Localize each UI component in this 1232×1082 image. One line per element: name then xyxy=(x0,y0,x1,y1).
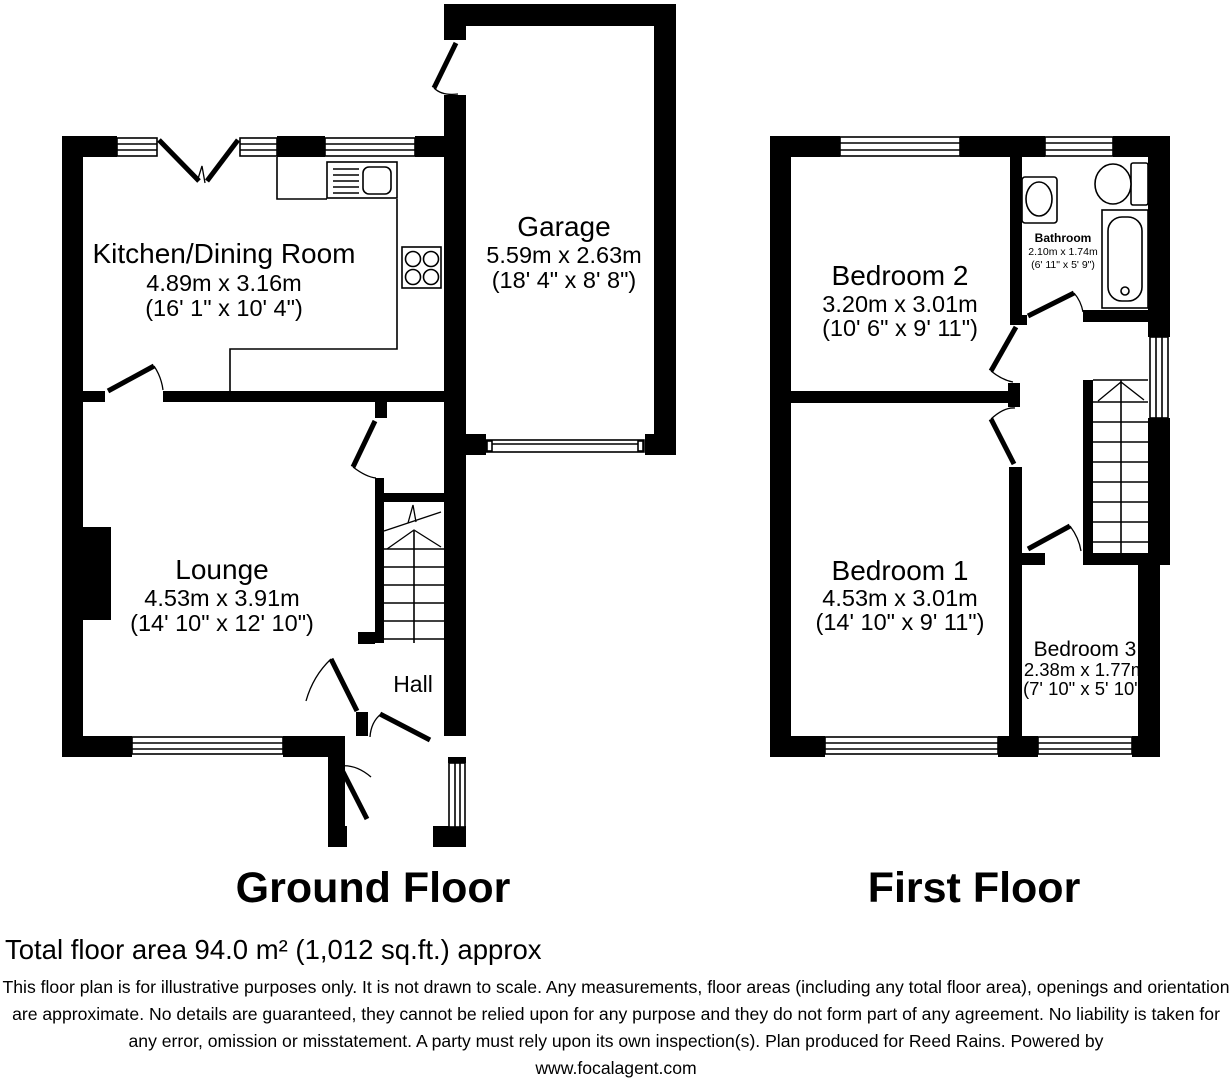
ground-floor-plan xyxy=(62,4,676,847)
lounge-hall-door xyxy=(306,659,357,711)
porch-window xyxy=(449,763,465,827)
kitchen-window-left xyxy=(117,138,157,156)
bedroom1-metric: 4.53m x 3.01m xyxy=(822,585,978,611)
hall-label: Hall xyxy=(393,671,433,697)
front-door xyxy=(370,714,430,740)
stair-break-line xyxy=(384,512,441,531)
lounge-label: Lounge xyxy=(175,554,269,585)
first-floor-plan xyxy=(770,136,1170,757)
bedroom3-label: Bedroom 3 xyxy=(1033,638,1137,661)
garage-door xyxy=(486,440,644,452)
bedroom3-door xyxy=(1028,526,1081,551)
kitchen-window-mid xyxy=(240,138,277,156)
garage-imperial: (18' 4" x 8' 8") xyxy=(491,267,637,293)
hob xyxy=(402,247,441,288)
counter-edge xyxy=(277,157,327,199)
bedroom1-imperial: (14' 10" x 9' 11") xyxy=(815,609,985,635)
bathroom-imperial: (6' 11" x 5' 9") xyxy=(1031,259,1095,271)
garage-label: Garage xyxy=(517,211,611,242)
landing-window xyxy=(1150,337,1168,418)
ground-floor-stairs xyxy=(384,505,444,643)
bedroom2-door xyxy=(991,327,1016,382)
bedroom3-imperial: (7' 10" x 5' 10") xyxy=(1022,678,1148,699)
bedroom3-metric: 2.38m x 1.77m xyxy=(1023,659,1147,680)
bedroom1-window xyxy=(825,737,998,754)
first-floor-title: First Floor xyxy=(867,864,1081,912)
first-floor-doors xyxy=(991,293,1083,551)
chimney-breast xyxy=(83,527,111,620)
first-floor-stairs xyxy=(1093,380,1148,553)
kitchen-bay-opening xyxy=(159,140,238,183)
garage-side-door xyxy=(434,43,458,94)
bedroom2-window xyxy=(840,137,960,156)
bedroom2-metric: 3.20m x 3.01m xyxy=(822,291,978,317)
lounge-imperial: (14' 10" x 12' 10") xyxy=(130,610,314,636)
ground-floor-walls xyxy=(62,4,676,847)
bedroom2-label: Bedroom 2 xyxy=(831,260,969,291)
kitchen-door xyxy=(108,366,163,391)
website-link: www.focalagent.com xyxy=(535,1058,697,1078)
bathroom-sink xyxy=(1022,177,1057,223)
bedroom2-imperial: (10' 6" x 9' 11") xyxy=(822,315,978,341)
ground-floor-labels xyxy=(92,211,641,697)
kitchen-metric: 4.89m x 3.16m xyxy=(146,270,302,296)
garage-metric: 5.59m x 2.63m xyxy=(486,242,642,268)
bedroom3-window xyxy=(1038,737,1132,754)
sink-unit xyxy=(327,162,397,198)
lounge-stairs-door xyxy=(353,421,376,478)
lounge-window xyxy=(132,737,283,754)
lounge-metric: 4.53m x 3.91m xyxy=(144,585,300,611)
disclaimer-text xyxy=(0,974,1232,1082)
kitchen-window-sink xyxy=(325,138,415,156)
bathtub xyxy=(1102,210,1148,308)
first-floor-labels xyxy=(816,231,1147,699)
kitchen-imperial: (16' 1" x 10' 4") xyxy=(145,295,303,321)
bathroom-label: Bathroom xyxy=(1034,231,1092,245)
ground-floor-doors xyxy=(108,43,458,819)
disclaimer-body: This floor plan is for illustrative purposes only. It is not drawn to scale. Any measurements, floor areas (including any total floor area), openings and orientation are approximate. No details are guaranteed, they cannot be relied upon for any purpose and they do not form part of any agreement. No liability is taken for any error, omission or misstatement. A party must rely upon its own inspection(s). Plan produced for Reed Rains. Powered by xyxy=(2,977,1230,1051)
ground-floor-title: Ground Floor xyxy=(235,864,511,912)
total-floor-area: Total floor area 94.0 m² (1,012 sq.ft.) approx xyxy=(5,934,542,965)
bathroom-window xyxy=(1045,137,1113,156)
toilet xyxy=(1095,163,1148,205)
bathroom-metric: 2.10m x 1.74m xyxy=(1028,246,1098,258)
bedroom1-door xyxy=(991,408,1015,464)
bathroom-door xyxy=(1028,293,1083,316)
kitchen-label: Kitchen/Dining Room xyxy=(92,238,356,269)
bedroom1-label: Bedroom 1 xyxy=(831,555,969,586)
